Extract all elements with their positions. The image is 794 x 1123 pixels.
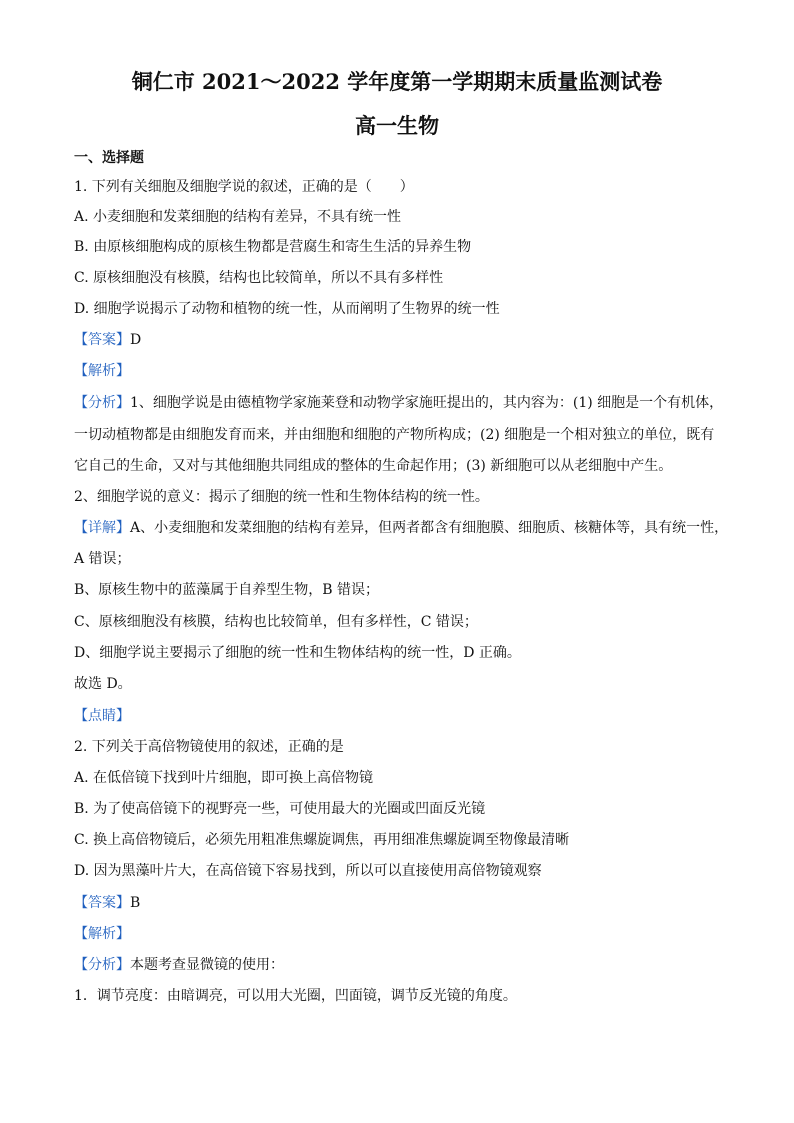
q2-jiexi-tag: 【解析】 (74, 926, 130, 942)
q1-xiangjie-1: 【详解】A、小麦细胞和发菜细胞的结构有差异，但两者都含有细胞膜、细胞质、核糖体等，具有统一性， (74, 520, 729, 536)
answer-value: B (130, 895, 141, 911)
q2-option-a: A. 在低倍镜下找到叶片细胞，即可换上高倍物镜 (74, 770, 374, 786)
exam-title: 铜仁市 2021～2022 学年度第一学期期末质量监测试卷 (131, 69, 663, 94)
q1-option-d: D. 细胞学说揭示了动物和植物的统一性，从而阐明了生物界的统一性 (74, 301, 500, 317)
q1-dianjing-tag: 【点睛】 (74, 708, 130, 724)
q1-stem: 1. 下列有关细胞及细胞学说的叙述，正确的是（ ） (74, 179, 414, 195)
q1-option-a: A. 小麦细胞和发菜细胞的结构有差异，不具有统一性 (74, 209, 402, 225)
q1-fenxi-3: 它自己的生命，又对与其他细胞共同组成的整体的生命起作用；(3) 新细胞可以从老细胞中产生。 (74, 458, 673, 474)
section-heading: 一、选择题 (74, 150, 144, 166)
q2-option-b: B. 为了使高倍镜下的视野亮一些，可使用最大的光圈或凹面反光镜 (74, 801, 486, 817)
q2-answer (74, 893, 140, 913)
q2-stem: 2. 下列关于高倍物镜使用的叙述，正确的是 (74, 739, 344, 755)
xiangjie-tag: 【详解】 (74, 520, 130, 536)
q1-xiangjie-3: B、原核生物中的蓝藻属于自养型生物，B 错误； (74, 582, 380, 598)
q1-jiexi-tag: 【解析】 (74, 363, 130, 379)
q1-option-c: C. 原核细胞没有核膜，结构也比较简单，所以不具有多样性 (74, 270, 444, 286)
q1-fenxi-4: 2、细胞学说的意义：揭示了细胞的统一性和生物体结构的统一性。 (74, 489, 489, 505)
answer-tag: 【答案】 (74, 332, 130, 348)
fenxi-tag: 【分析】 (74, 395, 130, 411)
q1-fenxi-1: 【分析】1、细胞学说是由德植物学家施莱登和动物学家施旺提出的，其内容为：(1) 细胞是一个有机体， (74, 395, 724, 411)
q2-option-c: C. 换上高倍物镜后，必须先用粗准焦螺旋调焦，再用细准焦螺旋调至物像最清晰 (74, 832, 570, 848)
q1-fenxi-2: 一切动植物都是由细胞发育而来，并由细胞和细胞的产物所构成；(2) 细胞是一个相对独立的单位，既有 (74, 427, 715, 443)
q2-fenxi-1: 【分析】本题考查显微镜的使用： (74, 957, 284, 973)
q1-answer (74, 330, 141, 350)
q1-xiangjie-4: C、原核细胞没有核膜，结构也比较简单，但有多样性，C 错误； (74, 614, 478, 630)
exam-subject: 高一生物 (355, 113, 439, 138)
q1-option-b: B. 由原核细胞构成的原核生物都是营腐生和寄生生活的异养生物 (74, 239, 472, 255)
q2-fenxi-2: 1．调节亮度：由暗调亮，可以用大光圈，凹面镜，调节反光镜的角度。 (74, 988, 517, 1004)
answer-tag: 【答案】 (74, 895, 130, 911)
fenxi-tag: 【分析】 (74, 957, 130, 973)
q1-xiangjie-2: A 错误； (74, 551, 131, 567)
q2-option-d: D. 因为黑藻叶片大，在高倍镜下容易找到，所以可以直接使用高倍物镜观察 (74, 863, 542, 879)
q1-conclusion: 故选 D。 (74, 676, 132, 692)
q1-xiangjie-5: D、细胞学说主要揭示了细胞的统一性和生物体结构的统一性，D 正确。 (74, 645, 521, 661)
answer-value: D (130, 332, 142, 348)
